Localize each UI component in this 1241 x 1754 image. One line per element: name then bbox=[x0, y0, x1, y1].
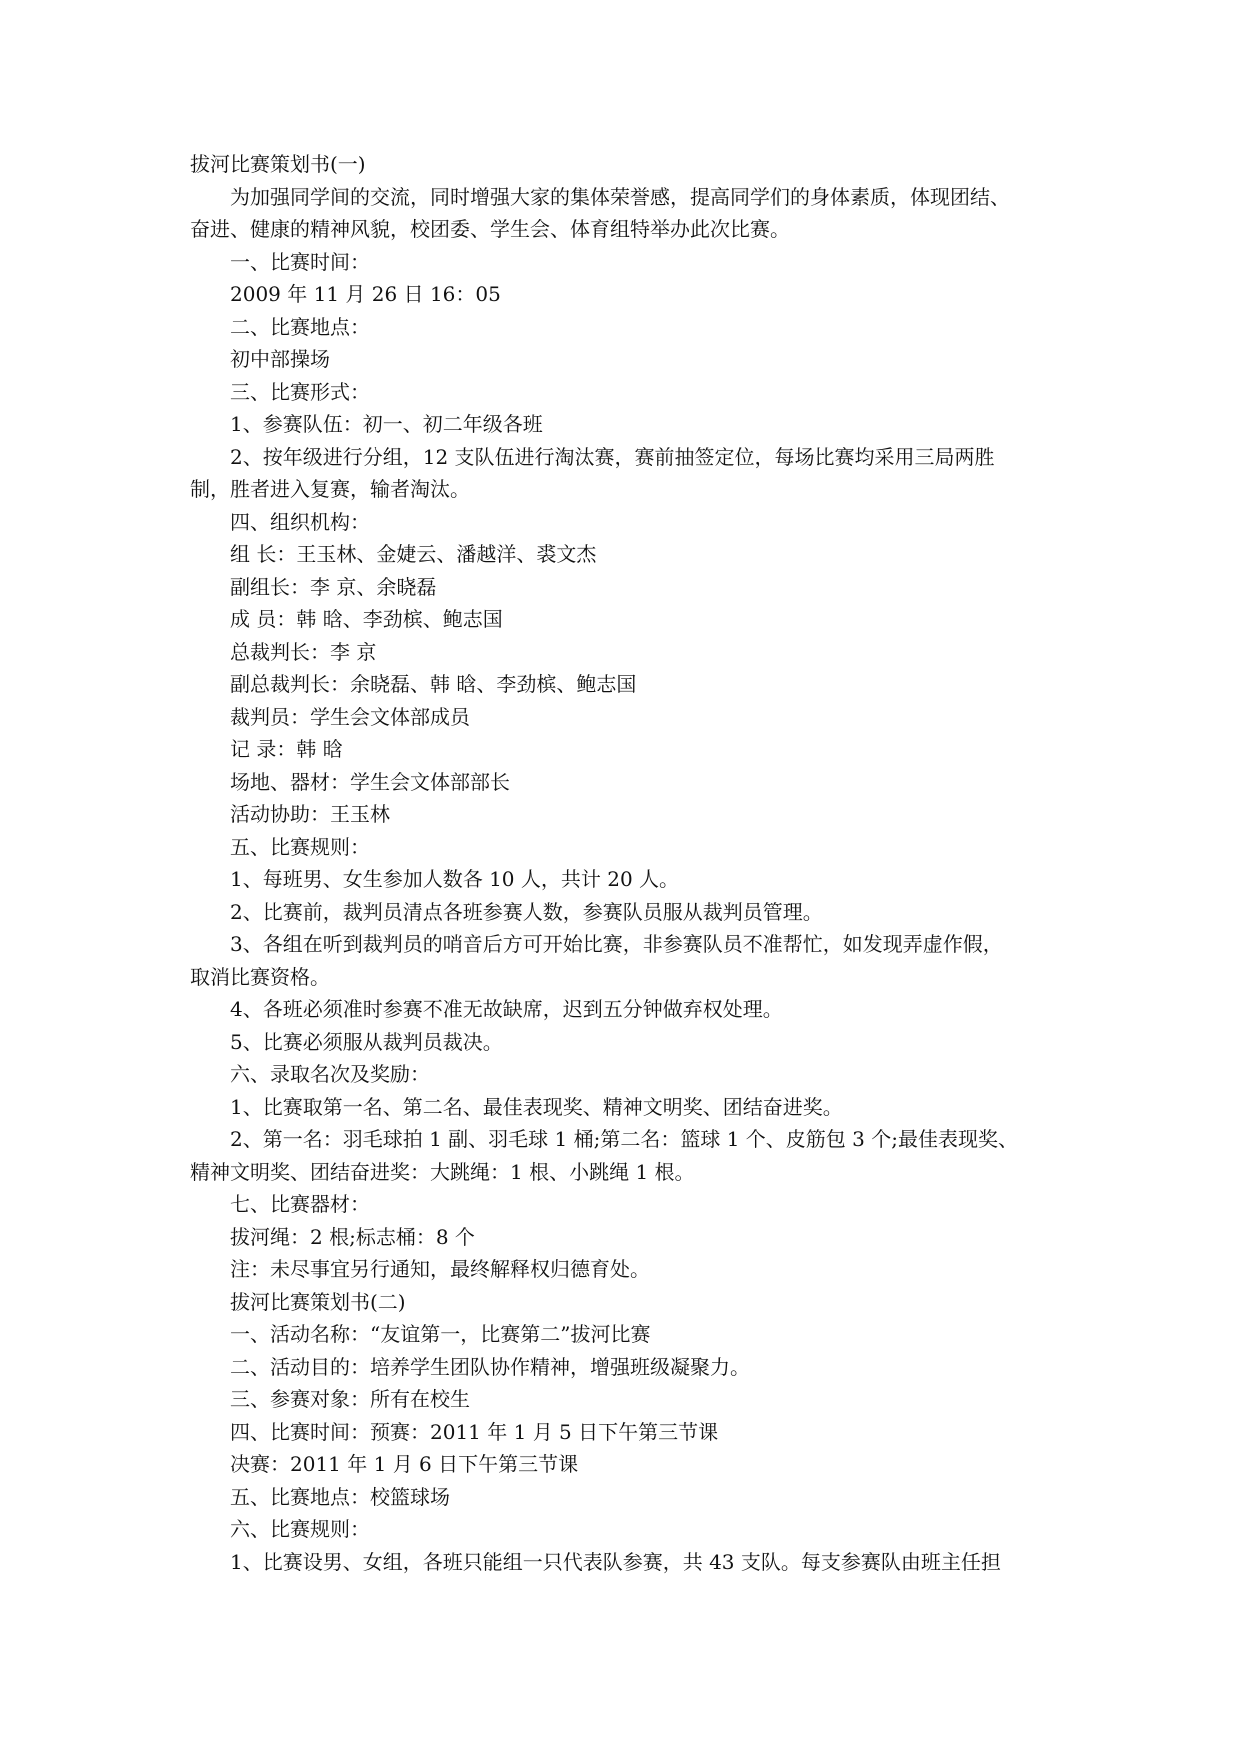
format-item-2-line1: 2、按年级进行分组，12 支队伍进行淘汰赛，赛前抽签定位，每场比赛均采用三局两胜 bbox=[230, 444, 995, 469]
intro-paragraph-line2: 奋进、健康的精神风貌，校团委、学生会、体育组特举办此次比赛。 bbox=[190, 217, 790, 241]
rule-2: 2、比赛前，裁判员清点各班参赛人数，参赛队员服从裁判员管理。 bbox=[230, 899, 823, 924]
rules-heading: 五、比赛规则： bbox=[230, 834, 370, 859]
org-vice-chief-referee: 副总裁判长：余晓磊、韩 晗、李劲槟、鲍志国 bbox=[230, 672, 637, 696]
award-1: 1、比赛取第一名、第二名、最佳表现奖、精神文明奖、团结奋进奖。 bbox=[230, 1094, 843, 1119]
format-item-2-line2: 制，胜者进入复赛，输者淘汰。 bbox=[190, 477, 470, 501]
rule-3-line2: 取消比赛资格。 bbox=[190, 964, 330, 989]
activity-goal: 二、活动目的：培养学生团队协作精神，增强班级凝聚力。 bbox=[230, 1354, 750, 1379]
format-item-1: 1、参赛队伍：初一、初二年级各班 bbox=[230, 412, 543, 436]
section1-title: 拔河比赛策划书(一) bbox=[190, 152, 366, 176]
intro-paragraph-line1: 为加强同学间的交流，同时增强大家的集体荣誉感，提高同学们的身体素质，体现团结、 bbox=[230, 184, 1010, 209]
org-vice-leader: 副组长：李 京、余晓磊 bbox=[230, 574, 437, 599]
org-recorder: 记 录：韩 晗 bbox=[230, 737, 343, 761]
rule-5: 5、比赛必须服从裁判员裁决。 bbox=[230, 1029, 503, 1054]
rule-1: 1、每班男、女生参加人数各 10 人，共计 20 人。 bbox=[230, 867, 680, 891]
place-value: 初中部操场 bbox=[230, 347, 330, 371]
time-prelim: 四、比赛时间：预赛：2011 年 1 月 5 日下午第三节课 bbox=[230, 1419, 719, 1444]
section2-rule-1-line1: 1、比赛设男、女组，各班只能组一只代表队参赛，共 43 支队。每支参赛队由班主任担 bbox=[230, 1549, 1001, 1574]
time-value: 2009 年 11 月 26 日 16：05 bbox=[230, 282, 501, 306]
awards-heading: 六、录取名次及奖励： bbox=[230, 1062, 430, 1086]
org-assist: 活动协助：王玉林 bbox=[230, 802, 390, 826]
org-heading: 四、组织机构： bbox=[230, 509, 370, 534]
org-members: 成 员：韩 晗、李劲槟、鲍志国 bbox=[230, 607, 503, 631]
org-chief-referee: 总裁判长：李 京 bbox=[230, 639, 377, 664]
org-referees: 裁判员：学生会文体部成员 bbox=[230, 704, 470, 729]
org-leader: 组 长：王玉林、金婕云、潘越洋、裘文杰 bbox=[230, 542, 597, 566]
document-body bbox=[190, 148, 1070, 1578]
equipment-value: 拔河绳：2 根;标志桶：8 个 bbox=[230, 1224, 475, 1249]
activity-name: 一、活动名称：“友谊第一，比赛第二”拔河比赛 bbox=[230, 1322, 651, 1346]
place-heading: 二、比赛地点： bbox=[230, 314, 370, 339]
time-final: 决赛：2011 年 1 月 6 日下午第三节课 bbox=[230, 1452, 579, 1476]
section2-title: 拔河比赛策划书(二) bbox=[230, 1289, 406, 1314]
section2-rules-heading: 六、比赛规则： bbox=[230, 1517, 370, 1541]
participants: 三、参赛对象：所有在校生 bbox=[230, 1387, 470, 1411]
note: 注：未尽事宜另行通知，最终解释权归德育处。 bbox=[230, 1257, 650, 1281]
time-heading: 一、比赛时间： bbox=[230, 249, 370, 274]
rule-3-line1: 3、各组在听到裁判员的哨音后方可开始比赛，非参赛队员不准帮忙，如发现弄虚作假， bbox=[230, 932, 1003, 956]
equipment-heading: 七、比赛器材： bbox=[230, 1192, 370, 1216]
rule-4: 4、各班必须准时参赛不准无故缺席，迟到五分钟做弃权处理。 bbox=[230, 997, 783, 1021]
org-venue: 场地、器材：学生会文体部部长 bbox=[230, 769, 510, 794]
award-2-line1: 2、第一名：羽毛球拍 1 副、羽毛球 1 桶;第二名：篮球 1 个、皮筋包 3 个;最佳表现奖、 bbox=[230, 1127, 1018, 1151]
award-2-line2: 精神文明奖、团结奋进奖：大跳绳：1 根、小跳绳 1 根。 bbox=[190, 1159, 695, 1184]
format-heading: 三、比赛形式： bbox=[230, 379, 370, 404]
section2-place: 五、比赛地点：校篮球场 bbox=[230, 1484, 450, 1509]
